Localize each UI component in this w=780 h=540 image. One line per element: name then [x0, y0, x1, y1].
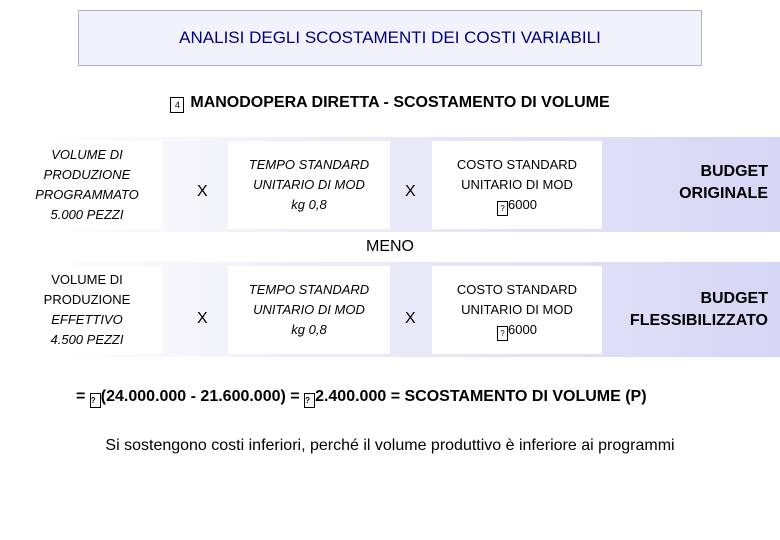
formula-part1: (24.000.000 - 21.600.000) = [100, 388, 305, 405]
budget-line: ORIGINALE [679, 185, 768, 202]
volume-line: VOLUME DI [51, 147, 123, 162]
euro-icon: ? [90, 393, 101, 408]
volume-line: VOLUME DI [51, 272, 123, 287]
costo-line: COSTO STANDARD [456, 281, 578, 297]
formula [76, 388, 647, 408]
multiply-sign: X [405, 310, 416, 327]
euro-icon: ? [497, 201, 508, 216]
costo-line: COSTO STANDARD [456, 156, 578, 172]
budget-line: BUDGET [700, 163, 768, 180]
bullet-icon: 4 [170, 97, 184, 113]
costo-line: UNITARIO DI MOD [461, 176, 573, 192]
budget-flessibilizzato-row [0, 262, 780, 357]
note-text: Si sostengono costi inferiori, perché il volume produttivo è inferiore ai programmi [105, 437, 675, 454]
costo-line: UNITARIO DI MOD [461, 301, 573, 317]
tempo-standard-cell [228, 266, 390, 354]
volume-line: 5.000 PEZZI [50, 207, 124, 222]
tempo-line: UNITARIO DI MOD [253, 302, 365, 317]
euro-icon: ? [304, 393, 315, 408]
budget-originale-label [679, 161, 768, 205]
multiply-sign: X [197, 183, 208, 200]
multiply-sign: X [197, 310, 208, 327]
meno-label: MENO [366, 238, 414, 255]
volume-effettivo-cell [12, 266, 162, 354]
page-title: ANALISI DEGLI SCOSTAMENTI DEI COSTI VARIABILI [179, 28, 601, 47]
costo-value: 6000 [508, 196, 537, 212]
volume-line: PROGRAMMATO [35, 187, 139, 202]
section-heading-text: MANODOPERA DIRETTA - SCOSTAMENTO DI VOLUME [190, 94, 610, 111]
budget-line: BUDGET [700, 290, 768, 307]
volume-line: PRODUZIONE [43, 292, 131, 307]
volume-line: EFFETTIVO [51, 312, 123, 327]
section-heading [0, 94, 780, 113]
budget-flessibilizzato-label [630, 288, 768, 332]
formula-part2: 2.400.000 = SCOSTAMENTO DI VOLUME (P) [315, 388, 647, 405]
euro-icon: ? [497, 326, 508, 341]
tempo-line: kg 0,8 [291, 197, 327, 212]
tempo-line: TEMPO STANDARD [248, 282, 370, 297]
tempo-line: UNITARIO DI MOD [253, 177, 365, 192]
multiply-sign: X [405, 183, 416, 200]
formula-prefix: = [76, 388, 90, 405]
budget-line: FLESSIBILIZZATO [629, 312, 768, 329]
tempo-line: kg 0,8 [291, 322, 327, 337]
costo-standard-cell [432, 141, 602, 229]
volume-line: PRODUZIONE [43, 167, 131, 182]
title-box [78, 10, 702, 66]
volume-programmato-cell [12, 141, 162, 229]
tempo-standard-cell [228, 141, 390, 229]
budget-originale-row [0, 137, 780, 232]
costo-standard-cell [432, 266, 602, 354]
tempo-line: TEMPO STANDARD [248, 157, 370, 172]
costo-value: 6000 [508, 321, 537, 337]
volume-line: 4.500 PEZZI [50, 332, 124, 347]
